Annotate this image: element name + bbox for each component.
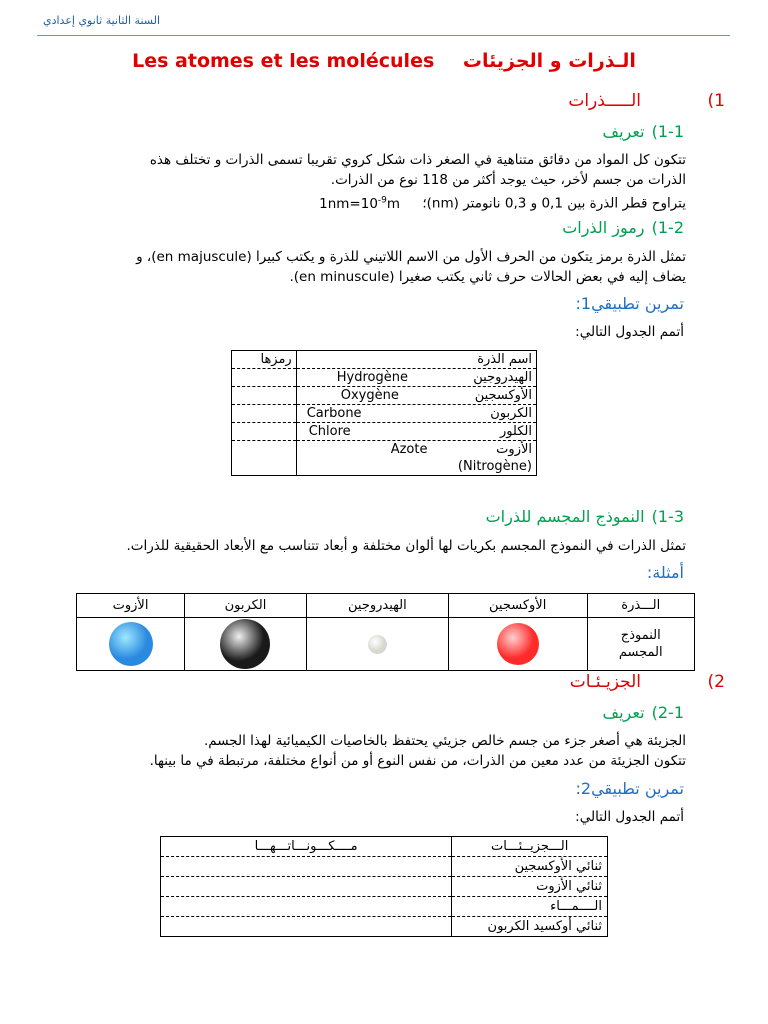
atom-name-fr: Hydrogène — [336, 370, 408, 385]
atom-model-table — [76, 593, 695, 671]
atom-name-ar: الأوكسجين — [474, 388, 532, 403]
atom-name-cell — [296, 441, 536, 476]
section-1-2-number: 1-2) — [651, 218, 684, 237]
symbol-cell[interactable] — [232, 423, 297, 441]
molecule-name-cell: ثنائي الأزوت — [452, 877, 608, 897]
exercise-1-title: تمرين تطبيقي1: — [575, 294, 684, 313]
formula-exponent: -9 — [377, 195, 387, 205]
nitrogen-model-cell — [77, 618, 185, 671]
section-2-1-heading — [603, 703, 685, 722]
table1-head-symbol: رمزها — [232, 351, 297, 369]
molecule-name-cell: ثنائي الأوكسجين — [452, 857, 608, 877]
atom-name-cell — [296, 423, 536, 441]
oxygen-model-cell — [448, 618, 587, 671]
atom-symbols-table — [231, 350, 537, 476]
atom-name-fr: Chlore — [308, 424, 351, 439]
section-1-3-heading — [486, 507, 684, 526]
section-1-1-body — [46, 150, 686, 214]
molecule-def-line-2: تتكون الجزيئة من عدد معين من الذرات، من نفس النوع أو من أنواع مختلفة، مرتبطة في ما بينها. — [149, 753, 686, 769]
atom-name-fr: Azote — [390, 442, 428, 457]
atom-name-ar: الهيدروجين — [473, 370, 532, 385]
molecule-name-cell: ثنائي أوكسيد الكربون — [452, 917, 608, 937]
molecule-table — [160, 836, 608, 937]
molecule-name-cell: الــــمـــاء — [452, 897, 608, 917]
section-1-1-title: تعريف — [602, 122, 645, 141]
section-2-title: الجزيـئـات — [569, 672, 641, 692]
header-divider — [37, 35, 730, 36]
page-title — [0, 50, 768, 72]
atom-name-cell — [296, 369, 536, 387]
model-row-label — [587, 618, 694, 671]
table1-head-name: اسم الذرة — [296, 351, 536, 369]
atom-name-ar: الأزوت — [496, 442, 532, 457]
table3-head-molecules: الـــجزيــئـــات — [452, 837, 608, 857]
hydrogen-sphere-icon — [368, 635, 387, 654]
components-cell[interactable] — [161, 857, 452, 877]
section-1-number: 1) — [707, 91, 725, 111]
oxygen-sphere-icon — [497, 623, 539, 665]
section-2-1-body — [46, 731, 686, 771]
col-atom-head: الـــذرة — [587, 594, 694, 618]
symbols-line-2: يضاف إليه في بعض الحالات حرف ثاني يكتب صغيرا (en minuscule). — [289, 269, 686, 285]
nanometer-formula — [319, 196, 400, 212]
section-1-title: الـــــذرات — [568, 91, 641, 111]
diameter-text: يتراوح قطر الذرة بين 0,1 و 0,3 نانومتر (nm)؛ — [422, 195, 686, 212]
definition-line-3 — [46, 190, 686, 214]
symbol-cell[interactable] — [232, 369, 297, 387]
title-french: Les atomes et les molécules — [132, 50, 435, 72]
section-1-2-heading — [562, 218, 684, 237]
model-label-line-2: المجسم — [618, 645, 663, 660]
carbon-model-cell — [185, 618, 307, 671]
exercise-2-title: تمرين تطبيقي2: — [575, 779, 684, 798]
section-1-2-body — [36, 247, 686, 287]
symbols-line-1: تمثل الذرة برمز يتكون من الحرف الأول من الاسم اللاتيني للذرة و يكتب كبيرا (en majuscule)، و — [136, 249, 686, 265]
atom-name-cell — [296, 405, 536, 423]
nitrogen-sphere-icon — [109, 622, 153, 666]
atom-name-fr: Oxygène — [340, 388, 399, 403]
atom-name-cell — [296, 387, 536, 405]
components-cell[interactable] — [161, 877, 452, 897]
examples-label: أمثلة: — [646, 563, 684, 582]
symbol-cell[interactable] — [232, 387, 297, 405]
header-level: السنة الثانية ثانوي إعدادي — [42, 14, 160, 27]
hydrogen-model-cell — [306, 618, 448, 671]
formula-base: 1nm=10 — [319, 195, 378, 212]
exercise-2-instruction: أتمم الجدول التالي: — [575, 809, 684, 825]
title-arabic: الـذرات و الجزيئات — [462, 50, 636, 72]
exercise-1-instruction: أتمم الجدول التالي: — [575, 324, 684, 340]
definition-line-1: تتكون كل المواد من دقائق متناهية في الصغر ذات شكل كروي تقريبا تسمى الذرات و تختلف هذه — [149, 152, 686, 168]
section-1-1-heading — [603, 122, 685, 141]
col-nitrogen-head: الأزوت — [77, 594, 185, 618]
atom-name-fr-alt: (Nitrogène) — [457, 459, 532, 474]
section-1-3-title: النموذج المجسم للذرات — [485, 507, 645, 526]
atom-name-ar: الكلور — [499, 424, 532, 439]
molecule-def-line-1: الجزيئة هي أصغر جزء من جسم خالص جزيئي يحتفظ بالخاصيات الكيميائية لهذا الجسم. — [203, 733, 686, 749]
formula-unit: m — [386, 195, 401, 212]
section-1-heading — [525, 91, 725, 113]
section-2-number: 2) — [707, 672, 725, 692]
table3-head-components: مــــكـــونـــاتـــهـــا — [161, 837, 452, 857]
atom-name-ar: الكربون — [490, 406, 532, 421]
carbon-sphere-icon — [220, 619, 270, 669]
atom-name-fr: Carbone — [306, 406, 362, 421]
components-cell[interactable] — [161, 917, 452, 937]
col-hydrogen-head: الهيدروجين — [306, 594, 448, 618]
section-2-1-number: 2-1) — [651, 703, 684, 722]
section-2-heading — [525, 672, 725, 694]
model-label-line-1: النموذج — [620, 628, 661, 643]
section-1-3-number: 1-3) — [651, 507, 684, 526]
symbol-cell[interactable] — [232, 405, 297, 423]
col-carbon-head: الكربون — [185, 594, 307, 618]
col-oxygen-head: الأوكسجين — [448, 594, 587, 618]
section-1-1-number: 1-1) — [651, 122, 684, 141]
symbol-cell[interactable] — [232, 441, 297, 476]
section-1-2-title: رموز الذرات — [562, 218, 645, 237]
components-cell[interactable] — [161, 897, 452, 917]
section-2-1-title: تعريف — [602, 703, 645, 722]
definition-line-2: الذرات من جسم لأخر، حيث يوجد أكثر من 118 نوع من الذرات. — [330, 172, 686, 188]
section-1-3-body: تمثل الذرات في النموذج المجسم بكريات لها ألوان مختلفة و أبعاد تتناسب مع الأبعاد الحقيقية للذرات. — [126, 538, 686, 554]
